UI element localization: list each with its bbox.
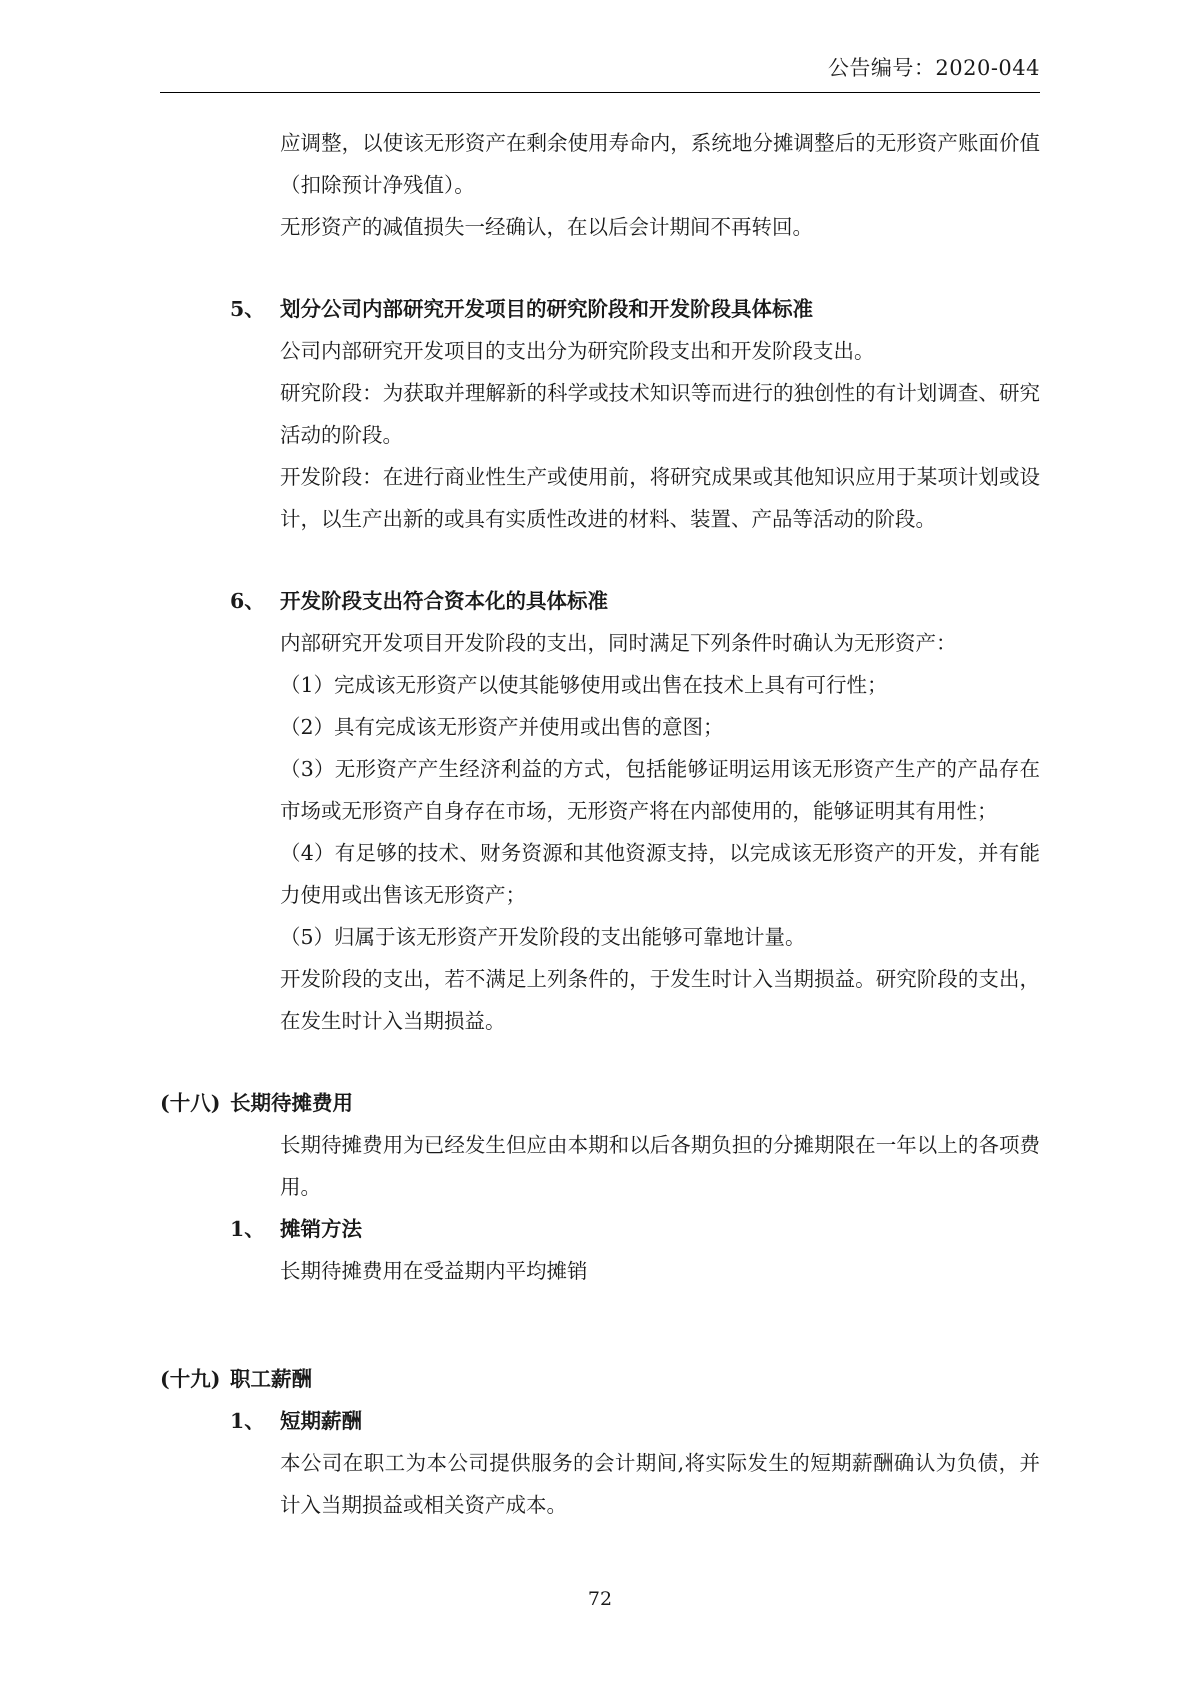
item-6-condition-4: （4）有足够的技术、财务资源和其他资源支持，以完成该无形资产的开发，并有能力使用或出售该无形资产； — [280, 841, 1040, 907]
item-5-paragraph-3: 开发阶段：在进行商业性生产或使用前，将研究成果或其他知识应用于某项计划或设计，以生产出新的或具有实质性改进的材料、装置、产品等活动的阶段。 — [280, 465, 1040, 531]
page-content-area — [160, 0, 1040, 1696]
heading-item-5-number: 5、 — [230, 297, 265, 321]
item-6-condition-2: （2）具有完成该无形资产并使用或出售的意图； — [280, 715, 724, 739]
item-6-lead: 内部研究开发项目开发阶段的支出，同时满足下列条件时确认为无形资产： — [280, 631, 957, 655]
heading-section-18-mark: (十八) — [160, 1091, 221, 1115]
header-divider — [160, 92, 1040, 93]
spacer — [160, 248, 1040, 288]
paragraph-intro-1: 应调整，以使该无形资产在剩余使用寿命内，系统地分摊调整后的无形资产账面价值（扣除预计净残值）。 — [280, 131, 1040, 197]
item-6-closing: 开发阶段的支出，若不满足上列条件的，于发生时计入当期损益。研究阶段的支出，在发生时计入当期损益。 — [280, 967, 1040, 1033]
spacer — [160, 1332, 1040, 1358]
heading-section-19-sub-1-number: 1、 — [230, 1409, 265, 1433]
item-6-condition-5: （5）归属于该无形资产开发阶段的支出能够可靠地计量。 — [280, 925, 806, 949]
page-number: 72 — [587, 1588, 613, 1610]
heading-item-5-title: 划分公司内部研究开发项目的研究阶段和开发阶段具体标准 — [280, 297, 813, 321]
heading-section-19-sub-1-title: 短期薪酬 — [280, 1409, 362, 1433]
spacer — [160, 1042, 1040, 1082]
heading-section-19-sub-1 — [230, 1400, 1040, 1442]
heading-section-19-mark: (十九) — [160, 1367, 221, 1391]
heading-item-6-number: 6、 — [230, 589, 265, 613]
document-body — [160, 122, 1040, 1526]
paragraph-intro-2: 无形资产的减值损失一经确认，在以后会计期间不再转回。 — [280, 215, 813, 239]
heading-item-5 — [230, 288, 1040, 330]
heading-section-18 — [160, 1082, 1040, 1124]
item-6-condition-1: （1）完成该无形资产以使其能够使用或出售在技术上具有可行性； — [280, 673, 888, 697]
section-18-sub-1-paragraph: 长期待摊费用在受益期内平均摊销 — [280, 1259, 588, 1283]
heading-item-6 — [230, 580, 1040, 622]
heading-section-18-sub-1-number: 1、 — [230, 1217, 265, 1241]
announcement-code: 公告编号：2020-044 — [827, 56, 1040, 80]
item-5-paragraph-2: 研究阶段：为获取并理解新的科学或技术知识等而进行的独创性的有计划调查、研究活动的阶段。 — [280, 381, 1040, 447]
heading-section-19 — [160, 1358, 1040, 1400]
heading-item-6-title: 开发阶段支出符合资本化的具体标准 — [280, 589, 608, 613]
section-19-sub-1-paragraph: 本公司在职工为本公司提供服务的会计期间,将实际发生的短期薪酬确认为负债，并计入当期损益或相关资产成本。 — [280, 1451, 1040, 1517]
spacer — [160, 540, 1040, 580]
heading-section-18-sub-1-title: 摊销方法 — [280, 1217, 362, 1241]
heading-section-19-title: 职工薪酬 — [230, 1367, 312, 1391]
section-18-paragraph: 长期待摊费用为已经发生但应由本期和以后各期负担的分摊期限在一年以上的各项费用。 — [280, 1133, 1040, 1199]
spacer — [160, 1292, 1040, 1332]
item-5-paragraph-1: 公司内部研究开发项目的支出分为研究阶段支出和开发阶段支出。 — [280, 339, 875, 363]
heading-section-18-title: 长期待摊费用 — [230, 1091, 353, 1115]
item-6-condition-3: （3）无形资产产生经济利益的方式，包括能够证明运用该无形资产生产的产品存在市场或无形资产自身存在市场，无形资产将在内部使用的，能够证明其有用性； — [280, 757, 1040, 823]
heading-section-18-sub-1 — [230, 1208, 1040, 1250]
